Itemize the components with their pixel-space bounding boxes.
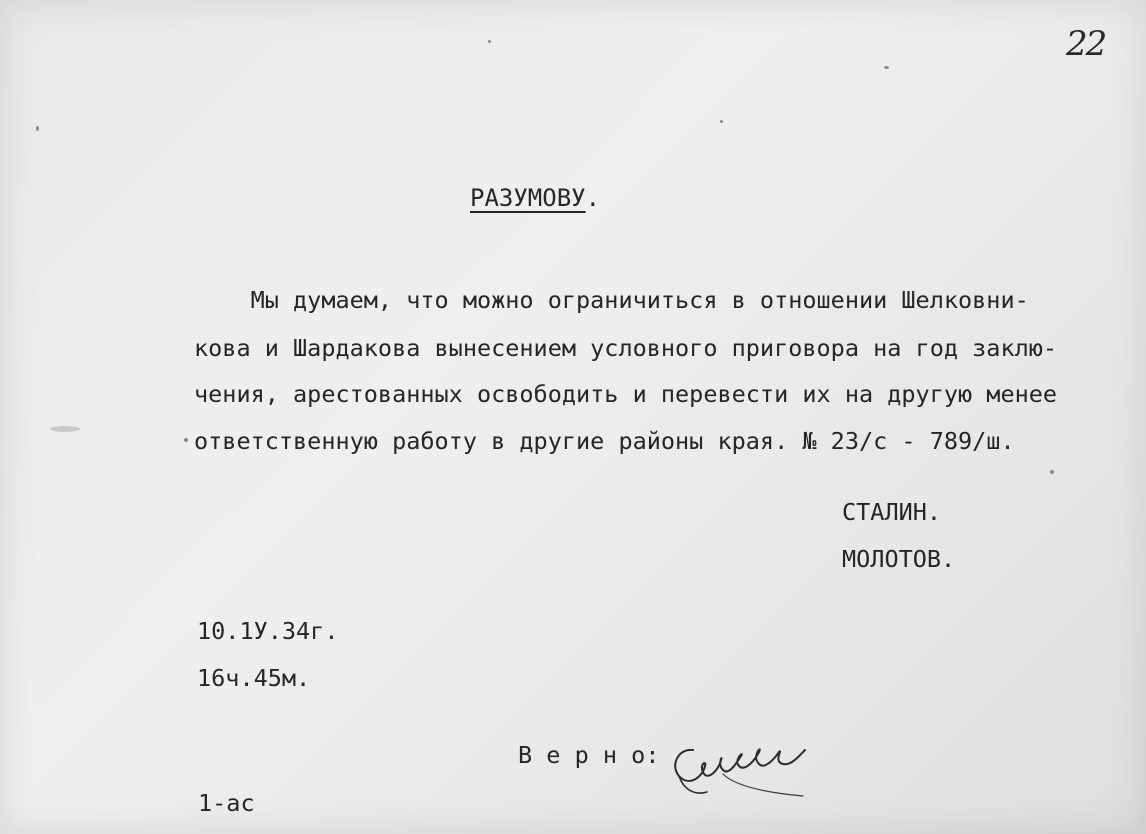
body-text-line: кова и Шардакова вынесением условного приговора на год заклю-: [194, 334, 1058, 362]
paper-speck: [50, 426, 80, 432]
paper-speck: [1050, 470, 1054, 474]
verified-label: В е р н о:: [518, 741, 660, 769]
paper-speck: [884, 66, 889, 69]
paper-speck: [488, 40, 491, 43]
page-number: 22: [1066, 24, 1106, 64]
body-text-line: чения, арестованных освободить и перевести их на другую менее: [194, 380, 1058, 408]
addressee-name: РАЗУМОВУ: [470, 184, 586, 212]
signature-stalin: СТАЛИН.: [842, 498, 942, 526]
handwritten-signature: [663, 730, 813, 800]
paper-speck: [36, 126, 39, 131]
paper-speck: [720, 120, 723, 123]
addressee-heading: [470, 184, 600, 212]
document-reference: 1-ас: [198, 789, 255, 817]
document-time: 16ч.45м.: [197, 664, 311, 692]
body-text-line: ответственную работу в другие районы края. № 23/с - 789/ш.: [194, 427, 1015, 455]
document-date: 10.1У.34г.: [197, 617, 339, 645]
paper-speck: [184, 438, 188, 442]
addressee-period: .: [585, 184, 601, 212]
signature-molotov: МОЛОТОВ.: [842, 545, 956, 573]
body-text-line: Мы думаем, что можно ограничиться в отношении Шелковни-: [194, 286, 1029, 314]
